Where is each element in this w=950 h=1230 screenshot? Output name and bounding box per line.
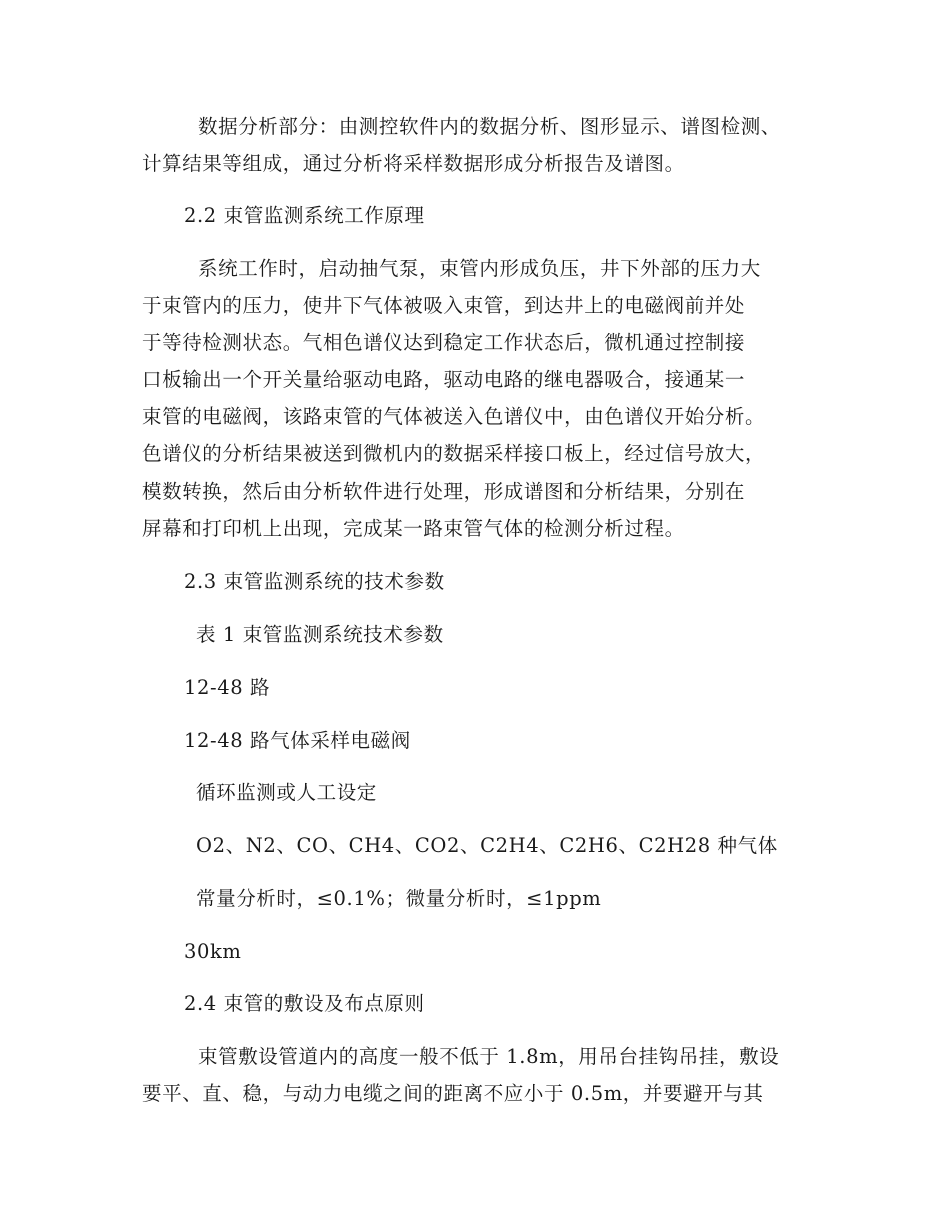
section-heading: 2.4 束管的敷设及布点原则 (184, 992, 425, 1015)
table-caption: 表 1 束管监测系统技术参数 (196, 623, 444, 646)
paragraph-line: 束管的电磁阀，该路束管的气体被送入色谱仪中，由色谱仪开始分析。 (142, 405, 766, 428)
param-value: O2、N2、CO、CH4、CO2、C2H4、C2H6、C2H28 种气体 (196, 834, 778, 857)
paragraph-line: 屏幕和打印机上出现，完成某一路束管气体的检测分析过程。 (142, 517, 685, 540)
param-value: 30km (184, 940, 242, 963)
paragraph-line: 模数转换，然后由分析软件进行处理，形成谱图和分析结果，分别在 (142, 480, 746, 503)
param-value: 12-48 路 (184, 676, 271, 699)
paragraph-line: 系统工作时，启动抽气泵，束管内形成负压，井下外部的压力大 (198, 257, 761, 280)
param-value: 常量分析时，≤0.1%；微量分析时，≤1ppm (196, 887, 602, 910)
param-value: 12-48 路气体采样电磁阀 (184, 729, 411, 752)
section-heading: 2.3 束管监测系统的技术参数 (184, 570, 445, 593)
paragraph-line: 束管敷设管道内的高度一般不低于 1.8m，用吊台挂钩吊挂，敷设 (198, 1045, 780, 1068)
paragraph-line: 口板输出一个开关量给驱动电路，驱动电路的继电器吸合，接通某一 (142, 368, 746, 391)
section-heading: 2.2 束管监测系统工作原理 (184, 204, 425, 227)
paragraph-line: 要平、直、稳，与动力电缆之间的距离不应小于 0.5m，并要避开与其 (142, 1082, 764, 1105)
paragraph-line: 色谱仪的分析结果被送到微机内的数据采样接口板上，经过信号放大， (142, 442, 766, 465)
param-value: 循环监测或人工设定 (196, 781, 377, 804)
paragraph-line: 数据分析部分：由测控软件内的数据分析、图形显示、谱图检测、 (198, 115, 781, 138)
paragraph-line: 于等待检测状态。气相色谱仪达到稳定工作状态后，微机通过控制接 (142, 331, 746, 354)
paragraph-line: 于束管内的压力，使井下气体被吸入束管，到达井上的电磁阀前并处 (142, 294, 746, 317)
paragraph-line: 计算结果等组成，通过分析将采样数据形成分析报告及谱图。 (142, 152, 685, 175)
